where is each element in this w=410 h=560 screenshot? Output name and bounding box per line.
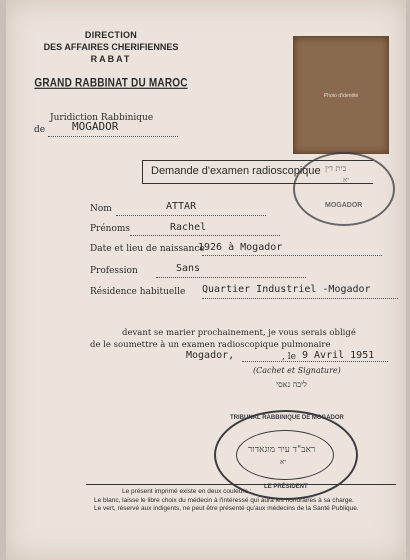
footer-divider (86, 484, 396, 485)
letterhead-line-affaires: DES AFFAIRES CHERIFIENNES (43, 42, 179, 52)
stamp-hebrew: ראב"ד עיר מוגאדור (248, 445, 316, 455)
date-dotted-line (242, 361, 388, 362)
stamp-top-location: MOGADOR (325, 202, 363, 209)
stamp-top-hebrew: בית דין (325, 164, 347, 173)
jurisdiction-de-label: de (34, 125, 46, 135)
prenoms-dotted-line (130, 235, 280, 236)
naissance-value: 1926 à Mogador (198, 242, 283, 253)
naissance-label: Date et lieu de naissance (90, 244, 205, 254)
nom-label: Nom (90, 204, 112, 214)
letterhead-grand-rabbinat: GRAND RABBINAT DU MAROC (34, 76, 188, 91)
jurisdiction-label: Juridiction Rabbinique (50, 113, 154, 123)
residence-dotted-line (202, 298, 398, 299)
prenoms-value: Rachel (170, 222, 207, 233)
photo-placeholder (293, 36, 389, 154)
photo-label: Photo d'identité (323, 93, 359, 99)
request-line-2: de le soumettre à un examen radioscopique pulmonaire (90, 340, 331, 350)
document-page (6, 0, 406, 560)
nom-value: ATTAR (166, 201, 197, 212)
footer-line-3: Le vert, réservé aux indigents, ne peut être présenté qu'aux médecins de la Santé Publique. (94, 505, 359, 512)
stamp-top-hebrew-2: יא (343, 176, 350, 184)
naissance-dotted-line (202, 255, 382, 256)
letterhead-line-rabat: RABAT (90, 54, 132, 64)
request-paragraph (90, 327, 410, 351)
stamp-president-text: LE PRÉSIDENT (264, 484, 308, 490)
handwritten-signature: ליבה נאסי (276, 380, 307, 389)
profession-value: Sans (176, 263, 201, 274)
form-title: Demande d'examen radioscopique (151, 165, 321, 177)
form-title-box (142, 160, 373, 184)
jurisdiction-dotted-line (48, 136, 178, 137)
nom-dotted-line (116, 215, 266, 216)
footer-line-1: Le présent imprimé existe en deux couleurs : (122, 488, 252, 495)
residence-label: Résidence habituelle (90, 287, 186, 297)
request-line-1: devant se marier prochainement, je vous serais obligé (122, 328, 356, 338)
stamp-ring-text: TRIBUNAL RABBINIQUE DE MOGADOR (230, 415, 344, 421)
residence-value: Quartier Industriel -Mogador (202, 284, 371, 295)
date-le-label: , le (282, 352, 296, 362)
letterhead (26, 30, 196, 89)
date-value: 9 Avril 1951 (302, 350, 375, 361)
profession-dotted-line (156, 277, 306, 278)
footer-notes (94, 488, 404, 514)
prenoms-label: Prénoms (90, 224, 131, 234)
stamp-hebrew-2: יא (280, 458, 287, 466)
stamp-inner-oval (236, 430, 334, 480)
profession-label: Profession (90, 266, 138, 276)
cachet-label: (Cachet et Signature) (253, 366, 341, 375)
jurisdiction-value: MOGADOR (72, 120, 119, 133)
letterhead-line-direction: DIRECTION (84, 30, 138, 40)
date-place: Mogador, (186, 350, 235, 361)
footer-line-2: Le blanc, laisse le libre choix du médecin à l'intéressé qui aura les honoraires à sa charge. (94, 496, 354, 504)
rabbinical-stamp-president (214, 410, 358, 500)
